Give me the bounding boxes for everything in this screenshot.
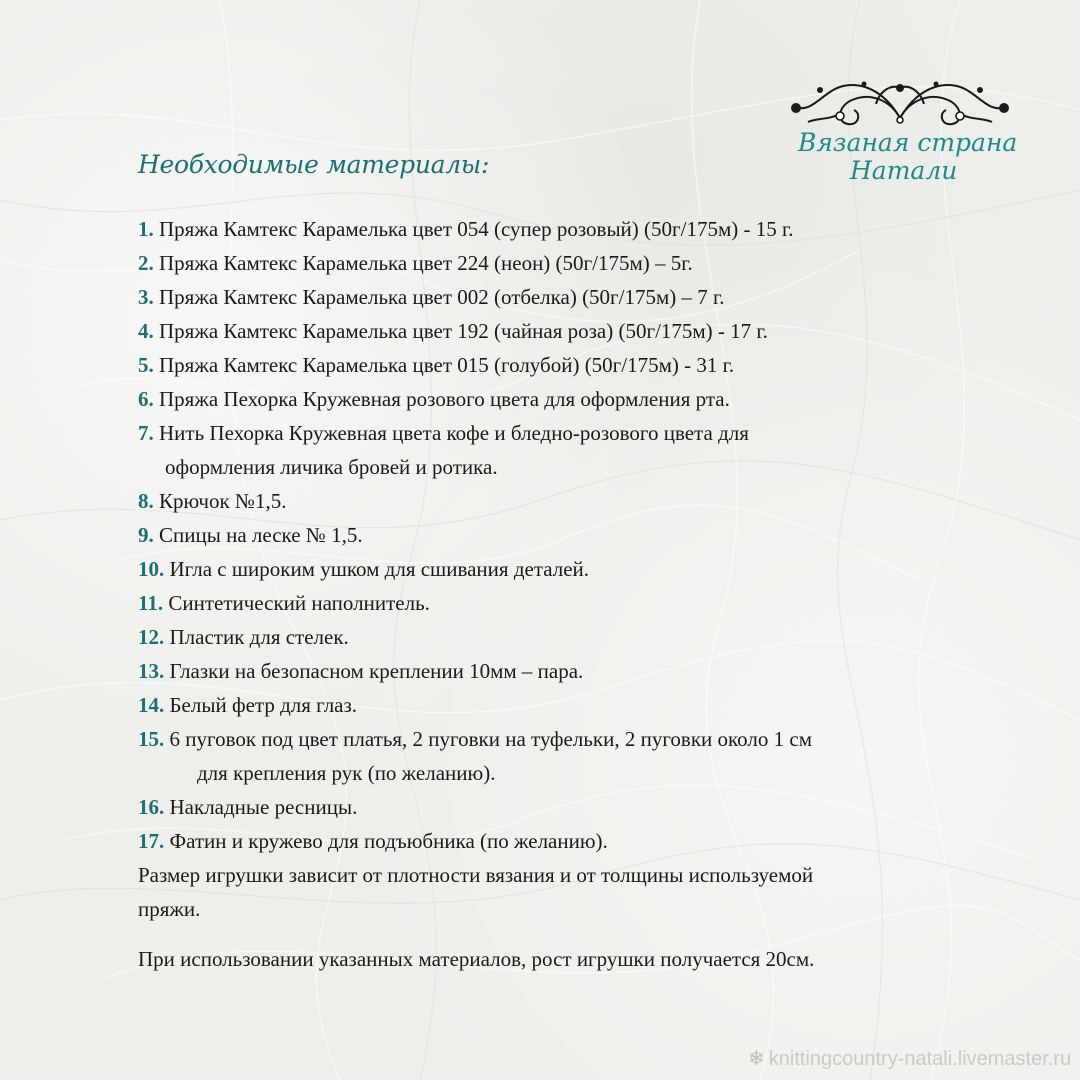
list-item [138, 552, 998, 586]
list-item [138, 348, 998, 382]
item-text: Крючок №1,5. [159, 489, 287, 513]
item-number: 14. [138, 693, 165, 717]
list-item [138, 688, 998, 722]
item-text: Глазки на безопасном креплении 10мм – пара. [169, 659, 584, 683]
item-text: Накладные ресницы. [169, 795, 358, 819]
size-note-line2: пряжи. [138, 897, 201, 921]
item-text: Фатин и кружево для подъюбника (по желанию). [169, 829, 608, 853]
item-text: Нить Пехорка Кружевная цвета кофе и бледно-розового цвета для [159, 421, 749, 445]
logo-subtitle: Натали [850, 156, 958, 185]
brand-logo [780, 70, 1020, 190]
ornament-icon [780, 70, 1020, 130]
item-number: 3. [138, 285, 154, 309]
list-item [138, 790, 998, 824]
item-number: 12. [138, 625, 165, 649]
list-item [138, 722, 998, 756]
list-item [138, 586, 998, 620]
list-item [138, 654, 998, 688]
item-text: Спицы на леске № 1,5. [159, 523, 363, 547]
list-item-continuation: оформления личика бровей и ротика. [165, 455, 498, 479]
list-item [138, 620, 998, 654]
site-watermark [748, 1046, 1071, 1071]
list-item [138, 246, 998, 280]
list-item [138, 280, 998, 314]
item-text: Пряжа Камтекс Карамелька цвет 002 (отбелка) (50г/175м) – 7 г. [159, 285, 725, 309]
item-text: Пряжа Камтекс Карамелька цвет 192 (чайная роза) (50г/175м) - 17 г. [159, 319, 768, 343]
list-item [138, 416, 998, 450]
item-number: 5. [138, 353, 154, 377]
list-item-continuation: для крепления рук (по желанию). [197, 761, 496, 785]
list-item [138, 484, 998, 518]
list-item [138, 314, 998, 348]
item-number: 6. [138, 387, 154, 411]
item-number: 7. [138, 421, 154, 445]
snowflake-icon: ❄ [748, 1048, 765, 1070]
item-number: 9. [138, 523, 154, 547]
item-number: 8. [138, 489, 154, 513]
item-text: Белый фетр для глаз. [169, 693, 358, 717]
page-title: Необходимые материалы: [138, 150, 490, 179]
item-number: 10. [138, 557, 165, 581]
item-text: Пряжа Камтекс Карамелька цвет 054 (супер розовый) (50г/175м) - 15 г. [159, 217, 794, 241]
materials-list [138, 212, 998, 976]
watermark-text: knittingcountry-natali.livemaster.ru [768, 1048, 1072, 1070]
item-text: Пряжа Камтекс Карамелька цвет 224 (неон) (50г/175м) – 5г. [159, 251, 693, 275]
list-item [138, 382, 998, 416]
item-number: 15. [138, 727, 165, 751]
item-text: Пряжа Камтекс Карамелька цвет 015 (голубой) (50г/175м) - 31 г. [159, 353, 735, 377]
item-text: Пряжа Пехорка Кружевная розового цвета для оформления рта. [159, 387, 730, 411]
height-note: При использовании указанных материалов, рост игрушки получается 20см. [138, 947, 815, 971]
logo-title: Вязаная страна [798, 128, 1018, 157]
item-number: 13. [138, 659, 165, 683]
item-text: Синтетический наполнитель. [168, 591, 430, 615]
item-number: 16. [138, 795, 165, 819]
item-number: 17. [138, 829, 165, 853]
item-number: 4. [138, 319, 154, 343]
list-item [138, 518, 998, 552]
item-text: Пластик для стелек. [169, 625, 349, 649]
item-number: 2. [138, 251, 154, 275]
list-item [138, 824, 998, 858]
item-text: Игла с широким ушком для сшивания деталей. [169, 557, 590, 581]
size-note-line1: Размер игрушки зависит от плотности вязания и от толщины используемой [138, 863, 814, 887]
item-text: 6 пуговок под цвет платья, 2 пуговки на туфельки, 2 пуговки около 1 см [169, 727, 812, 751]
list-item [138, 212, 998, 246]
item-number: 11. [138, 591, 164, 615]
item-number: 1. [138, 217, 154, 241]
